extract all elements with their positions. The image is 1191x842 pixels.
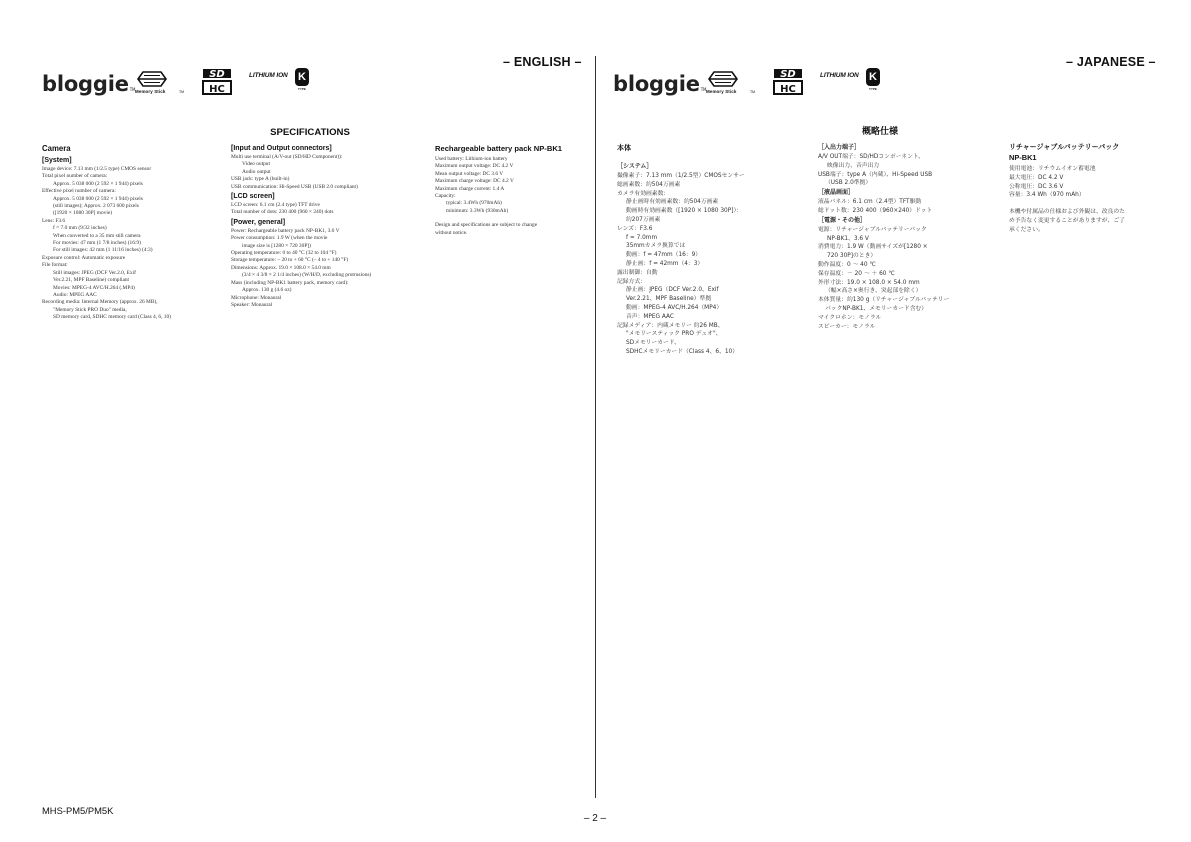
spec-line: 約207万画素 <box>626 216 661 223</box>
spec-line: 記録方式： <box>617 278 646 285</box>
sdhc-logo <box>770 66 806 96</box>
spec-line: 720 30P]のとき） <box>827 253 877 260</box>
bloggie-logo: bloggieTM <box>42 72 136 96</box>
spec-line: SD memory card, SDHC memory card (Class 4, 6, 10) <box>53 314 171 321</box>
spec-line: 静止画：f = 42mm（4：3） <box>626 260 704 267</box>
jp-battery-heading-2: NP-BK1 <box>1009 152 1037 162</box>
spec-line: Mean output voltage: DC 3.6 V <box>435 170 504 177</box>
spec-line: Ver.2.21, MPF Baseline) compliant <box>53 277 130 284</box>
spec-line: 液晶パネル：6.1 cm（2.4型）TFT駆動 <box>818 199 922 206</box>
spec-line: 本体質量：約130 g（リチャージャブルバッテリー <box>818 297 950 304</box>
svg-text:SD: SD <box>209 69 225 80</box>
spec-line: Ver.2.21、MPF Baseline）準拠 <box>626 296 712 303</box>
spec-line: USB communication: Hi-Speed USB (USB 2.0 compliant) <box>231 183 358 190</box>
spec-line: 記録メディア：内蔵メモリー 約26 MB、 <box>617 322 724 329</box>
japanese-camera-column <box>617 143 807 357</box>
sd-icon <box>770 66 806 96</box>
spec-line: 保存温度：－ 20 ～ ＋ 60 ℃ <box>818 270 895 277</box>
svg-text:SD: SD <box>780 69 796 80</box>
spec-line: (3/4 × 4 3/8 × 2 1/4 inches) (W/H/D, excluding protrusions) <box>242 272 372 279</box>
spec-line: f = 7.0mm <box>626 234 658 241</box>
sdhc-logo <box>199 66 235 96</box>
spec-line: Capacity: <box>435 193 456 200</box>
specifications-title: SPECIFICATIONS <box>270 127 350 138</box>
memory-stick-icon <box>706 70 740 88</box>
spec-line: Approx. 5 038 000 (2 592 × 1 944) pixels <box>53 195 143 202</box>
english-battery-column <box>435 144 585 237</box>
memory-stick-logo: Memory Stick TM <box>135 70 181 98</box>
spec-line: Audio: MPEG AAC <box>53 291 97 298</box>
spec-line: Maximum charge voltage: DC 4.2 V <box>435 178 514 185</box>
power-general-heading: [Power, general] <box>231 218 286 226</box>
spec-line: 動画：MPEG-4 AVC/H.264（MP4） <box>626 304 723 311</box>
spec-line: 外形寸法：19.0 × 108.0 × 54.0 mm <box>818 279 920 286</box>
spec-line: minimum: 3.3Wh (930mAh) <box>446 207 509 214</box>
spec-line: Recording media: Internal Memory (approx. 26 MB), <box>42 299 158 306</box>
spec-line: SDHCメモリーカード（Class 4、6、10） <box>626 348 739 355</box>
spec-line: Speaker: Monaural <box>231 301 273 308</box>
k-type-badge: K <box>866 68 880 86</box>
spec-line: 撮像素子：7.13 mm（1/2.5型）CMOSセンサー <box>617 173 745 179</box>
spec-line: 静止画：JPEG（DCF Ver.2.0、Exif <box>626 287 719 294</box>
notice-line: Design and specifications are subject to change <box>435 222 538 229</box>
jp-camera-heading: 本体 <box>617 144 631 152</box>
spec-line: カメラ有効画素数： <box>617 190 670 197</box>
spec-line: 容量：3.4 Wh（970 mAh） <box>1009 192 1085 199</box>
language-label-english: – ENGLISH – <box>503 55 582 69</box>
spec-line: Operating temperature: 0 to 40 °C (32 to 104 °F) <box>231 250 337 257</box>
k-type-badge: K <box>295 68 309 86</box>
japanese-specifications-title: 概略仕様 <box>861 127 898 137</box>
spec-line: Dimensions: Approx. 19.0 × 108.0 × 54.0 mm <box>231 264 331 271</box>
spec-line: 公称電圧：DC 3.6 V <box>1009 183 1064 190</box>
logo-bar-left <box>42 66 306 102</box>
spec-line: Movies: MPEG-4 AVC/H.264 (.MP4) <box>53 284 135 291</box>
spec-line: （USB 2.0準拠） <box>825 180 872 187</box>
spec-line: image size is [1280 × 720 30P]) <box>242 242 311 249</box>
spec-line: "メモリースティック PRO デュオ"、 <box>626 331 722 338</box>
spec-line: 最大電圧：DC 4.2 V <box>1009 174 1064 181</box>
spec-line: 動作温度：0 ～ 40 ℃ <box>818 261 876 268</box>
spec-line: "Memory Stick PRO Duo" media, <box>53 306 127 313</box>
spec-line: Lens: F3.6 <box>42 217 66 224</box>
spec-line: For still images: 42 mm (1 11/16 inches) (4:3) <box>53 247 153 254</box>
spec-line: Effective pixel number of camera: <box>42 188 116 195</box>
spec-line: Total number of dots: 230 400 (960 × 240) dots <box>231 209 334 216</box>
page-divider <box>595 56 596 798</box>
spec-line: 電源：リチャージャブルバッテリーパック <box>818 226 927 233</box>
spec-line: Maximum output voltage: DC 4.2 V <box>435 163 514 170</box>
spec-line: Total pixel number of camera: <box>42 173 108 180</box>
spec-line: Approx. 5 038 000 (2 592 × 1 944) pixels <box>53 180 143 187</box>
io-connectors-heading: [Input and Output connectors] <box>231 145 332 152</box>
spec-line: パックNP-BK1、メモリーカード含む） <box>825 305 928 312</box>
jp-power-heading: ［電源・その他］ <box>818 216 867 224</box>
spec-line: File format: <box>42 262 68 269</box>
page-number: – 2 – <box>583 813 607 824</box>
spec-line: 露出制御：自動 <box>617 269 658 276</box>
spec-line: 消費電力：1.9 W（動画サイズが[1280 × <box>818 244 928 251</box>
spec-line: USB端子：type A（内蔵）、Hi-Speed USB <box>818 171 933 178</box>
spec-line: Approx. 130 g (4.6 oz) <box>242 287 292 294</box>
battery-pack-heading: Rechargeable battery pack NP-BK1 <box>435 144 563 153</box>
k-type-label: TYPE <box>869 87 877 91</box>
spec-line: Power: Rechargeable battery pack NP-BK1, 3.6 V <box>231 227 340 234</box>
spec-line: 総ドット数：230 400（960×240）ドット <box>818 207 933 214</box>
japanese-battery-column <box>1009 143 1159 235</box>
camera-spec-list <box>42 166 227 322</box>
lcd-screen-heading: [LCD screen] <box>231 193 275 201</box>
spec-line: (still images); Approx. 2 073 600 pixels <box>53 203 139 210</box>
spec-line: 35mmカメラ換算では <box>626 243 686 250</box>
spec-line: 動画時有効画素数（[1920 × 1080 30P]）： <box>626 208 743 215</box>
model-number: MHS-PM5/PM5K <box>42 805 114 816</box>
spec-line: スピーカー：モノラル <box>818 323 876 330</box>
spec-line: Image device: 7.13 mm (1/2.5 type) CMOS sensor <box>42 166 152 172</box>
jp-lcd-heading: ［液晶画面］ <box>818 189 855 197</box>
notice-line: 承ください。 <box>1009 226 1044 233</box>
spec-line: A/V OUT端子：SD/HDコンポーネント、 <box>818 154 924 160</box>
spec-line: Audio output <box>242 168 271 175</box>
english-camera-column <box>42 144 227 322</box>
svg-text:HC: HC <box>780 84 796 95</box>
spec-line: マイクロホン：モノラル <box>818 314 882 321</box>
camera-heading: Camera <box>42 144 71 153</box>
spec-line: Video output <box>242 161 270 168</box>
spec-line: USB jack: type A (built-in) <box>231 176 290 183</box>
spec-line: LCD screen: 6.1 cm (2.4 type) TFT drive <box>231 202 320 209</box>
spec-line: Power consumption: 1.9 W (when the movie <box>231 235 328 242</box>
spec-line: For movies: 47 mm (1 7/8 inches) (16:9) <box>53 240 141 247</box>
svg-text:HC: HC <box>209 84 225 95</box>
spec-line: Multi use terminal (A/V-out (SD/HD Component)): <box>231 154 343 160</box>
sd-icon <box>199 66 235 96</box>
japanese-connectors-column <box>818 143 1003 331</box>
spec-line: Still images: JPEG (DCF Ver.2.0, Exif <box>53 269 136 276</box>
spec-line: Mass (including NP-BK1 battery pack, memory card): <box>231 279 349 286</box>
spec-line: Exposure control: Automatic exposure <box>42 254 126 261</box>
spec-line: f = 7.0 mm (9/32 inches) <box>53 225 107 232</box>
spec-line: SDメモリーカード、 <box>626 340 680 347</box>
spec-line: Used battery: Lithium-ion battery <box>435 156 508 162</box>
spec-line: 映像出力、音声出力 <box>827 162 880 169</box>
bloggie-logo: bloggieTM <box>613 72 707 96</box>
lithium-ion-label: LITHIUM ION <box>249 72 288 79</box>
logo-bar-right <box>613 66 877 102</box>
spec-line: 使用電池：リチウムイオン蓄電池 <box>1009 166 1096 172</box>
spec-line: ([1920 × 1080 30P] movie) <box>53 210 113 217</box>
spec-line: 音声：MPEG AAC <box>626 313 674 320</box>
spec-line: 総画素数：約504万画素 <box>617 181 681 188</box>
memory-stick-logo: Memory Stick TM <box>706 70 752 98</box>
spec-line: Storage temperature: – 20 to + 60 °C (– 4 to + 140 °F) <box>231 257 349 264</box>
spec-line: Microphone: Monaural <box>231 294 282 301</box>
k-type-label: TYPE <box>298 87 306 91</box>
spec-line: typical: 3.4Wh (970mAh) <box>446 200 502 207</box>
english-connectors-column <box>231 144 426 309</box>
spec-line: 静止画時有効画素数：約504万画素 <box>626 199 719 206</box>
jp-system-subhead: ［システム］ <box>617 163 653 170</box>
jp-io-connectors-heading: ［入出力端子］ <box>818 144 861 151</box>
language-label-japanese: – JAPANESE – <box>1066 55 1156 69</box>
spec-line: Maximum charge current: 1.4 A <box>435 185 505 192</box>
notice-line: め予告なく変更することがありますが、ご了 <box>1009 217 1125 224</box>
lithium-ion-label: LITHIUM ION <box>820 72 859 79</box>
jp-battery-heading-1: リチャージャブルバッテリーパック <box>1009 143 1120 151</box>
spec-line: レンズ：F3.6 <box>617 225 653 232</box>
spec-line: （幅×高さ×奥行き、突起部を除く） <box>825 288 922 295</box>
memory-stick-icon <box>135 70 169 88</box>
spec-line: 動画：f = 47mm（16：9） <box>626 252 702 259</box>
system-subhead: [System] <box>42 157 72 164</box>
notice-line: without notice. <box>435 229 468 236</box>
spec-line: When converted to a 35 mm still camera <box>53 232 141 239</box>
spec-line: NP-BK1、3.6 V <box>827 235 869 242</box>
notice-line: 本機や付属品の仕様および外観は、改良のた <box>1009 209 1125 216</box>
